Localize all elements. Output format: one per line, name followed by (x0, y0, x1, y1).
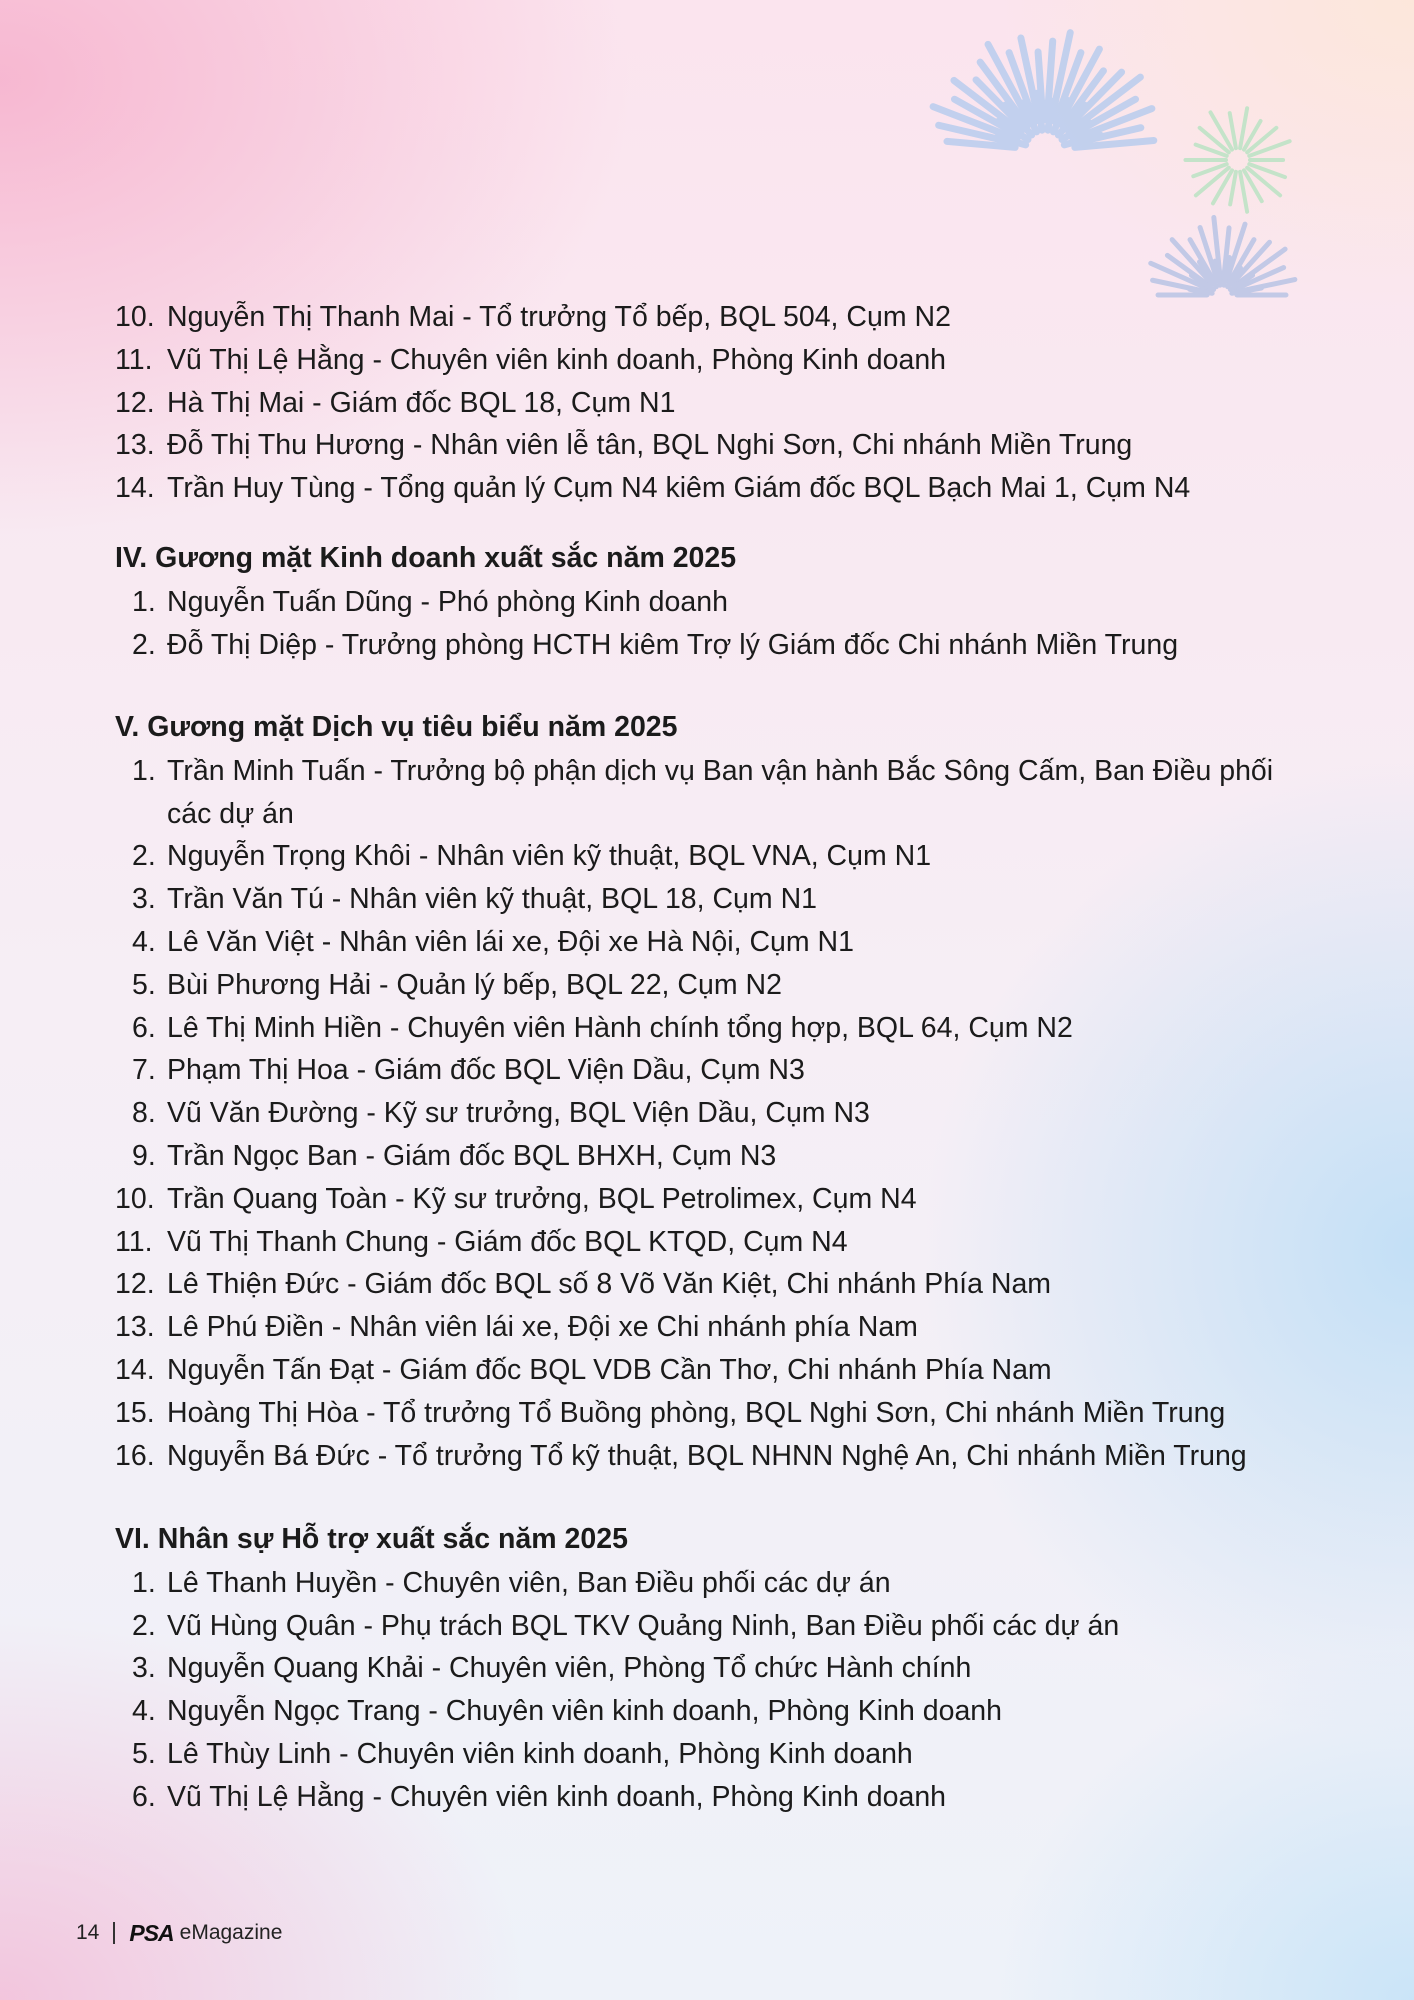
list-item-text: Vũ Thị Lệ Hằng - Chuyên viên kinh doanh, Phòng Kinh doanh (167, 343, 947, 376)
firework-icon (1185, 108, 1289, 211)
list-item-number: 10. (115, 1182, 155, 1215)
list-item-text: Bùi Phương Hải - Quản lý bếp, BQL 22, Cụm N2 (167, 968, 782, 1001)
page-footer (76, 1918, 282, 1948)
list-item-text: các dự án (167, 797, 294, 830)
list-item-text: Nguyễn Trọng Khôi - Nhân viên kỹ thuật, BQL VNA, Cụm N1 (167, 840, 932, 873)
list-item-text: Nguyễn Tuấn Dũng - Phó phòng Kinh doanh (167, 585, 728, 618)
list-item-text: Trần Văn Tú - Nhân viên kỹ thuật, BQL 18, Cụm N1 (167, 883, 818, 916)
list-item-number: 15. (115, 1396, 155, 1429)
list-item-number: 1. (132, 754, 156, 787)
list-item-text: Trần Quang Toàn - Kỹ sư trưởng, BQL Petrolimex, Cụm N4 (167, 1182, 917, 1215)
list-item-text: Nguyễn Ngọc Trang - Chuyên viên kinh doanh, Phòng Kinh doanh (167, 1695, 1002, 1728)
list-item-number: 1. (132, 585, 156, 618)
section-heading: V. Gương mặt Dịch vụ tiêu biểu năm 2025 (115, 711, 678, 743)
list-item-text: Lê Thanh Huyền - Chuyên viên, Ban Điều phối các dự án (167, 1566, 891, 1599)
list-item-number: 6. (132, 1780, 156, 1813)
list-item-text: Hà Thị Mai - Giám đốc BQL 18, Cụm N1 (167, 386, 676, 419)
magazine-label: eMagazine (179, 1921, 283, 1944)
list-item-number: 12. (115, 1268, 155, 1301)
firework-icon (1151, 217, 1295, 295)
psa-logo: PSA (129, 1919, 174, 1946)
list-item-number: 3. (132, 1652, 156, 1685)
list-item-number: 10. (115, 301, 155, 333)
list-item-number: 12. (115, 386, 155, 419)
list-item-number: 2. (132, 628, 156, 661)
list-item-text: Trần Ngọc Ban - Giám đốc BQL BHXH, Cụm N3 (167, 1140, 777, 1172)
list-item-number: 9. (132, 1140, 156, 1172)
section-heading: VI. Nhân sự Hỗ trợ xuất sắc năm 2025 (115, 1523, 628, 1555)
list-item-text: Nguyễn Tấn Đạt - Giám đốc BQL VDB Cần Thơ, Chi nhánh Phía Nam (167, 1354, 1052, 1386)
list-item-text: Nguyễn Thị Thanh Mai - Tổ trưởng Tổ bếp, BQL 504, Cụm N2 (167, 301, 951, 333)
list-item-text: Lê Văn Việt - Nhân viên lái xe, Đội xe Hà Nội, Cụm N1 (167, 926, 854, 958)
list-item-number: 4. (132, 1695, 156, 1728)
list-item-number: 8. (132, 1097, 156, 1130)
list-item-number: 13. (115, 429, 155, 462)
list-item-text: Nguyễn Quang Khải - Chuyên viên, Phòng Tổ chức Hành chính (167, 1652, 972, 1685)
list-item-number: 7. (132, 1054, 156, 1087)
list-item-text: Nguyễn Bá Đức - Tổ trưởng Tổ kỹ thuật, BQL NHNN Nghệ An, Chi nhánh Miền Trung (167, 1439, 1247, 1472)
section-heading: IV. Gương mặt Kinh doanh xuất sắc năm 2025 (115, 542, 737, 574)
list-item-number: 5. (132, 1738, 156, 1770)
list-item-text: Vũ Thị Lệ Hằng - Chuyên viên kinh doanh, Phòng Kinh doanh (167, 1780, 947, 1813)
list-item-text: Đỗ Thị Diệp - Trưởng phòng HCTH kiêm Trợ lý Giám đốc Chi nhánh Miền Trung (167, 628, 1179, 661)
list-item-number: 14. (115, 1354, 155, 1386)
list-item-number: 3. (132, 883, 156, 916)
list-item-text: Lê Thiện Đức - Giám đốc BQL số 8 Võ Văn Kiệt, Chi nhánh Phía Nam (167, 1268, 1052, 1301)
list-item-text: Lê Phú Điền - Nhân viên lái xe, Đội xe Chi nhánh phía Nam (167, 1311, 918, 1344)
list-item-text: Lê Thùy Linh - Chuyên viên kinh doanh, Phòng Kinh doanh (167, 1738, 913, 1770)
list-item-text: Hoàng Thị Hòa - Tổ trưởng Tổ Buồng phòng, BQL Nghi Sơn, Chi nhánh Miền Trung (167, 1396, 1226, 1429)
list-item-text: Vũ Hùng Quân - Phụ trách BQL TKV Quảng Ninh, Ban Điều phối các dự án (167, 1609, 1120, 1642)
list-item-number: 14. (115, 472, 155, 505)
page-number: 14 (76, 1921, 100, 1944)
list-item-text: Vũ Văn Đường - Kỹ sư trưởng, BQL Viện Dầu, Cụm N3 (167, 1097, 870, 1130)
list-item-number: 1. (132, 1566, 156, 1599)
list-item-text: Trần Minh Tuấn - Trưởng bộ phận dịch vụ Ban vận hành Bắc Sông Cấm, Ban Điều phối (167, 754, 1274, 787)
list-item-number: 11. (115, 1225, 153, 1258)
list-item-number: 13. (115, 1311, 155, 1344)
list-item-number: 6. (132, 1011, 156, 1044)
list-item-text: Đỗ Thị Thu Hương - Nhân viên lễ tân, BQL Nghi Sơn, Chi nhánh Miền Trung (167, 429, 1133, 462)
list-item-number: 11. (115, 343, 153, 376)
list-item-number: 2. (132, 1609, 156, 1642)
list-item-text: Trần Huy Tùng - Tổng quản lý Cụm N4 kiêm Giám đốc BQL Bạch Mai 1, Cụm N4 (167, 472, 1191, 505)
list-item-number: 5. (132, 968, 156, 1001)
list-item-text: Phạm Thị Hoa - Giám đốc BQL Viện Dầu, Cụm N3 (167, 1054, 805, 1087)
list-item-number: 4. (132, 926, 156, 958)
firework-icon (933, 33, 1154, 148)
list-item-number: 2. (132, 840, 156, 873)
list-item-text: Lê Thị Minh Hiền - Chuyên viên Hành chính tổng hợp, BQL 64, Cụm N2 (167, 1011, 1073, 1044)
list-item-text: Vũ Thị Thanh Chung - Giám đốc BQL KTQD, Cụm N4 (167, 1225, 848, 1258)
footer-divider (113, 1922, 115, 1944)
list-item-number: 16. (115, 1439, 155, 1472)
